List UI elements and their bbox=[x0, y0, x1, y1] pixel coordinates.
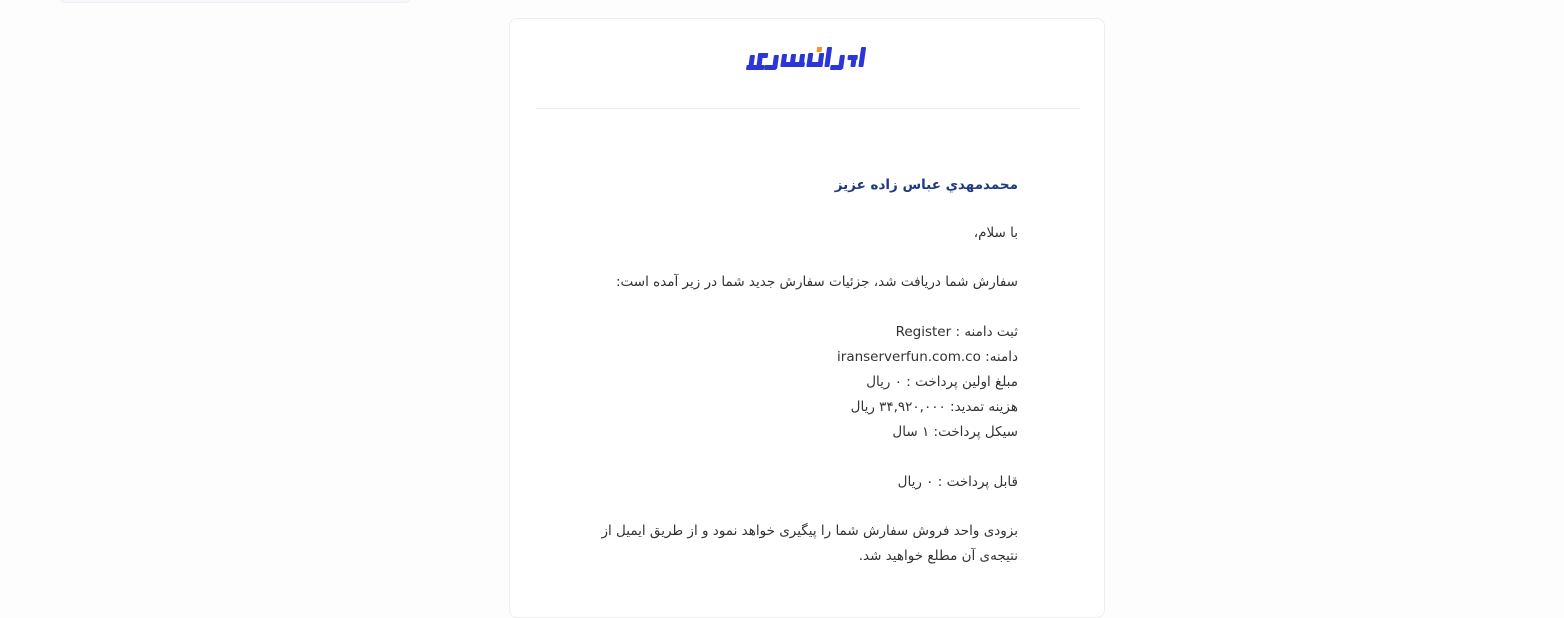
email-card bbox=[509, 18, 1105, 618]
payable-label: قابل پرداخت bbox=[946, 474, 1018, 490]
detail-label: دامنه: bbox=[985, 349, 1018, 365]
detail-label: ثبت دامنه bbox=[964, 324, 1018, 340]
intro-text: سفارش شما دریافت شد، جزئیات سفارش جدید شما در زیر آمده است: bbox=[615, 274, 1018, 290]
detail-value: iranserverfun.com.co bbox=[837, 349, 981, 365]
detail-value: ۰ ریال bbox=[866, 374, 902, 390]
salutation: با سلام، bbox=[973, 225, 1018, 241]
detail-row-first-payment bbox=[866, 374, 1018, 390]
detail-label: هزینه تمدید: bbox=[950, 399, 1018, 415]
detail-separator: : bbox=[951, 324, 965, 340]
top-panel-edge bbox=[60, 0, 410, 3]
recipient-heading: محمدمهدي عباس زاده عزیز bbox=[834, 177, 1018, 193]
detail-value: ۱ سال bbox=[892, 424, 930, 440]
header-divider bbox=[536, 108, 1080, 109]
payable-amount bbox=[898, 474, 1018, 490]
detail-row-domain bbox=[837, 349, 1018, 365]
logo-dot bbox=[816, 47, 822, 52]
detail-label: سیکل پرداخت: bbox=[933, 424, 1018, 440]
detail-row-billing-cycle bbox=[892, 424, 1018, 440]
detail-label: مبلغ اولین پرداخت bbox=[915, 374, 1018, 390]
detail-row-renewal-cost bbox=[851, 399, 1018, 415]
payable-separator: : bbox=[933, 474, 947, 490]
detail-separator: : bbox=[902, 374, 916, 390]
detail-row-register bbox=[896, 324, 1018, 340]
detail-value: ۳۴,۹۲۰,۰۰۰ ریال bbox=[850, 399, 946, 415]
iranserver-logo bbox=[746, 41, 872, 77]
payable-value: ۰ ریال bbox=[897, 474, 934, 490]
logo-icon bbox=[746, 41, 872, 77]
detail-value: Register bbox=[895, 324, 952, 340]
closing-text: بزودی واحد فروش سفارش شما را پیگیری خواهد نمود و از طریق ایمیل از نتیجه‌ی آن مطلع خواهید شد. bbox=[601, 523, 1018, 564]
